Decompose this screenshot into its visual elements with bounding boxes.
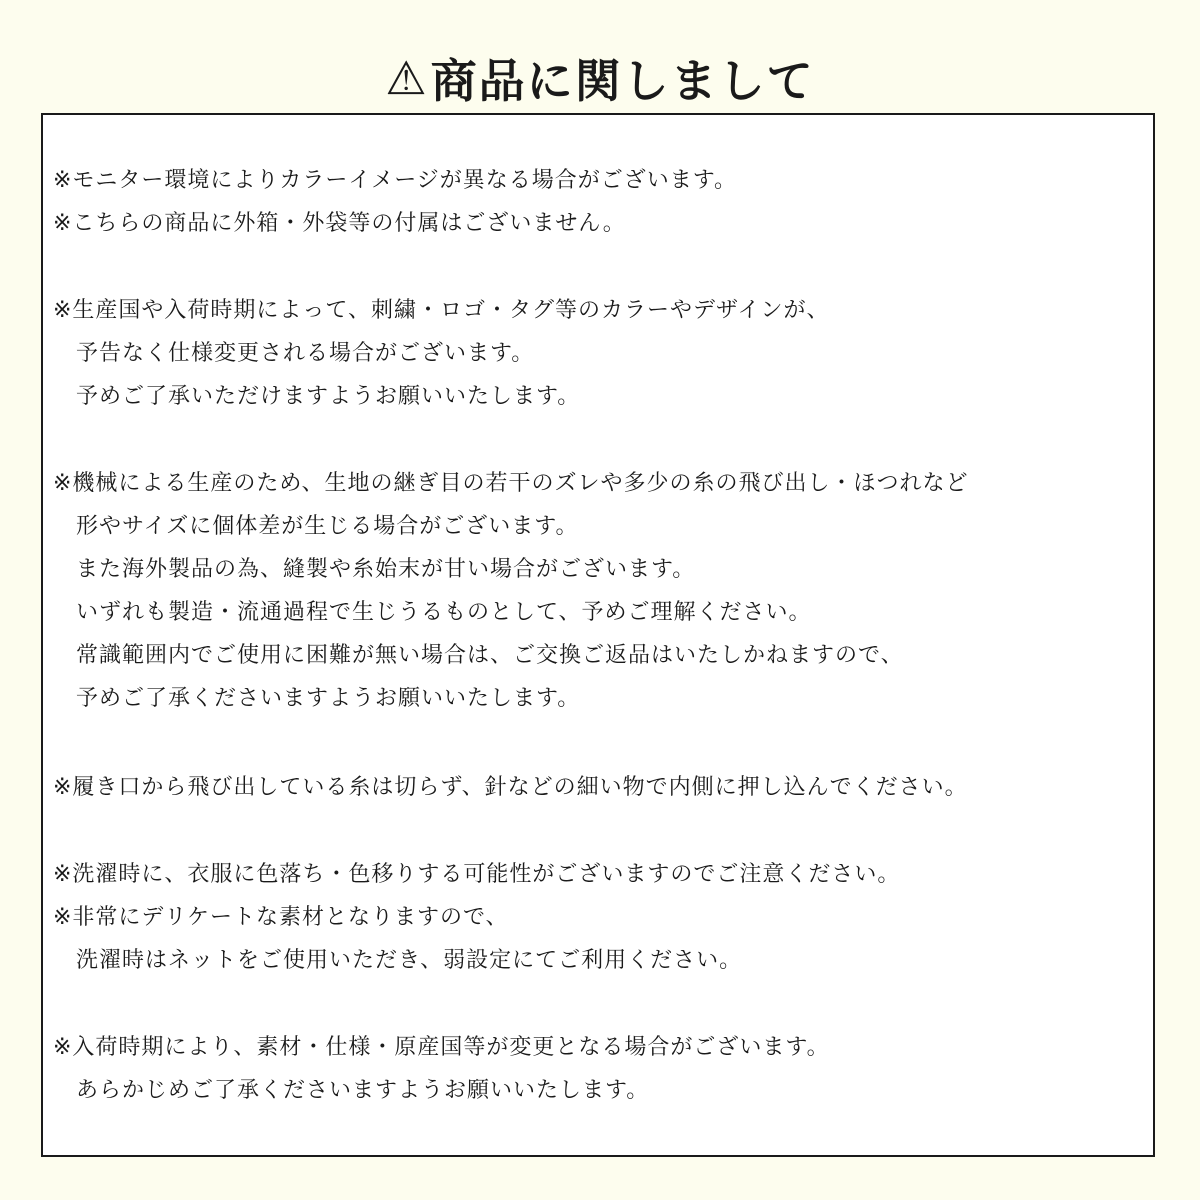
warning-icon: ⚠	[385, 51, 429, 105]
notice-line-machine-made-6: 予めご了承くださいますようお願いいたします。	[76, 686, 581, 711]
notice-line-material-change: ※入荷時期により、素材・仕様・原産国等が変更となる場合がございます。	[53, 1035, 830, 1060]
notice-line-machine-made-2: 形やサイズに個体差が生じる場合がございます。	[76, 514, 579, 539]
notice-line-machine-made: ※機械による生産のため、生地の継ぎ目の若干のズレや多少の糸の飛び出し・ほつれなど	[53, 471, 969, 496]
notice-line-machine-made-5: 常識範囲内でご使用に困難が無い場合は、ご交換ご返品はいたしかねますので、	[76, 643, 904, 668]
page-title	[0, 40, 1200, 116]
page-title-text: 商品に関しまして	[430, 54, 815, 108]
notice-line-spec-change: ※生産国や入荷時期によって、刺繍・ロゴ・タグ等のカラーやデザインが、	[53, 298, 830, 323]
notice-line-no-box: ※こちらの商品に外箱・外袋等の付属はございません。	[53, 211, 626, 236]
notice-line-machine-made-4: いずれも製造・流通過程で生じうるものとして、予めご理解ください。	[76, 600, 812, 625]
notice-line-delicate: ※非常にデリケートな素材となりますので、	[53, 905, 509, 930]
notice-line-loose-thread: ※履き口から飛び出している糸は切らず、針などの細い物で内側に押し込んでください。	[53, 775, 968, 800]
notice-line-monitor-color: ※モニター環境によりカラーイメージが異なる場合がございます。	[53, 168, 738, 193]
notice-line-spec-change-2: 予告なく仕様変更される場合がございます。	[76, 341, 535, 366]
notice-line-material-change-2: あらかじめご了承くださいますようお願いいたします。	[76, 1078, 650, 1103]
notice-line-color-bleed: ※洗濯時に、衣服に色落ち・色移りする可能性がございますのでご注意ください。	[53, 862, 901, 887]
notice-box	[41, 113, 1155, 1157]
notice-line-delicate-2: 洗濯時はネットをご使用いただき、弱設定にてご利用ください。	[76, 948, 743, 973]
notice-line-spec-change-3: 予めご了承いただけますようお願いいたします。	[76, 384, 581, 409]
notice-line-machine-made-3: また海外製品の為、縫製や糸始末が甘い場合がございます。	[76, 557, 696, 582]
